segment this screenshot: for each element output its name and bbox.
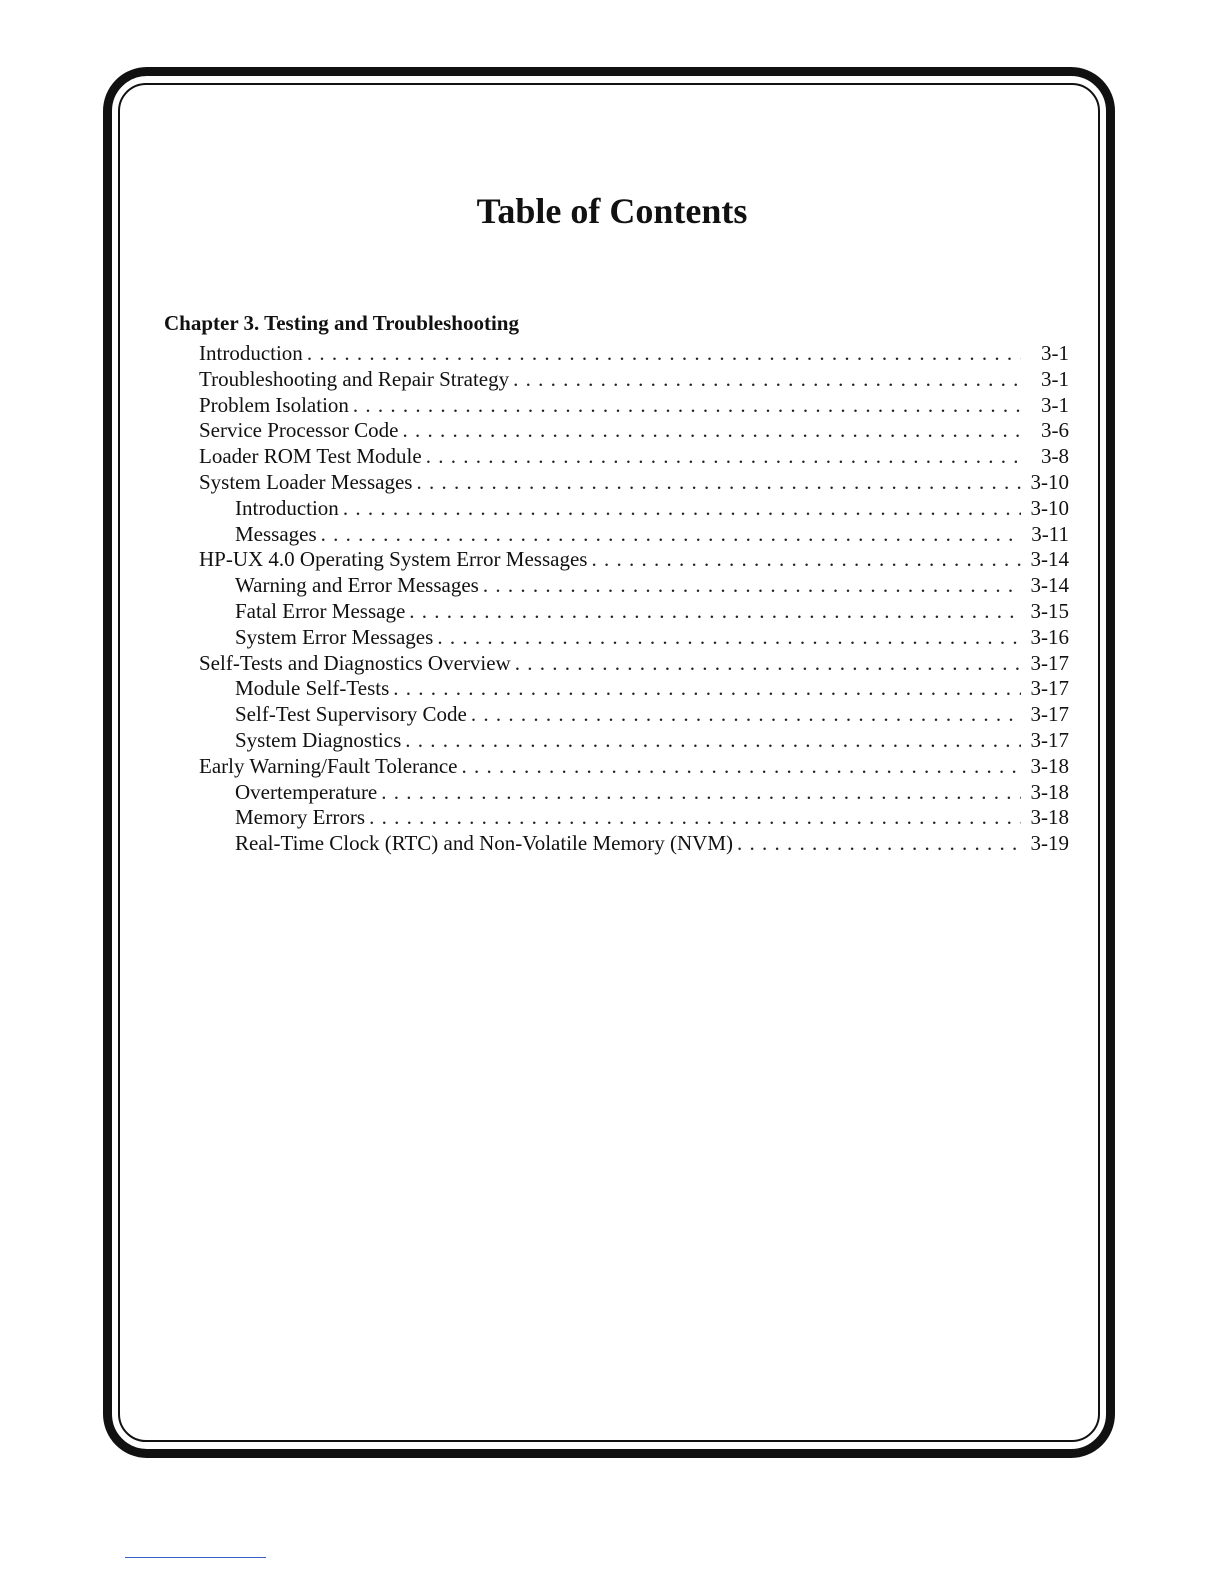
toc-entry[interactable] bbox=[199, 341, 1069, 367]
toc-entry-page-number: 3-14 bbox=[1030, 547, 1069, 572]
toc-entry-page-number: 3-1 bbox=[1041, 341, 1069, 365]
toc-entry-page-number: 3-10 bbox=[1030, 495, 1069, 520]
page-title: Table of Contents bbox=[476, 191, 748, 232]
toc-entry-label: Memory Errors bbox=[235, 805, 366, 830]
toc-dot-leader bbox=[737, 831, 1021, 857]
toc-dot-leader bbox=[471, 702, 1021, 728]
toc-entry[interactable] bbox=[199, 728, 1069, 754]
toc-entry-label: Early Warning/Fault Tolerance bbox=[199, 753, 458, 778]
toc-entry-label: Self-Test Supervisory Code bbox=[235, 702, 467, 727]
toc-dot-leader bbox=[591, 547, 1021, 573]
toc-dot-leader bbox=[513, 367, 1021, 393]
scan-edge-mark bbox=[125, 1557, 266, 1558]
toc-dot-leader bbox=[437, 625, 1021, 651]
toc-entry[interactable] bbox=[199, 470, 1069, 496]
toc-dot-leader bbox=[369, 805, 1021, 831]
toc-dot-leader bbox=[393, 676, 1021, 702]
toc-entry-label: Troubleshooting and Repair Strategy bbox=[199, 366, 510, 391]
chapter-heading: Chapter 3. Testing and Troubleshooting bbox=[164, 311, 519, 335]
toc-entry-page-number: 3-18 bbox=[1030, 805, 1069, 830]
toc-entry-label: HP-UX 4.0 Operating System Error Messages bbox=[199, 547, 588, 572]
toc-entry[interactable] bbox=[199, 651, 1069, 677]
toc-entry-page-number: 3-17 bbox=[1030, 702, 1069, 727]
toc-entry-page-number: 3-18 bbox=[1030, 779, 1069, 804]
toc-entry-page-number: 3-11 bbox=[1031, 521, 1069, 546]
toc-entry-label: Problem Isolation bbox=[199, 392, 349, 417]
toc-entry-label: Module Self-Tests bbox=[235, 676, 390, 701]
toc-entry[interactable] bbox=[199, 418, 1069, 444]
toc-entry-page-number: 3-16 bbox=[1030, 624, 1069, 649]
toc-entry[interactable] bbox=[199, 573, 1069, 599]
toc-entry[interactable] bbox=[199, 754, 1069, 780]
toc-entry-page-number: 3-6 bbox=[1041, 418, 1069, 443]
toc-entry-label: Real-Time Clock (RTC) and Non-Volatile Memory (NVM) bbox=[235, 831, 734, 856]
toc-entry[interactable] bbox=[199, 625, 1069, 651]
toc-dot-leader bbox=[343, 496, 1021, 522]
toc-dot-leader bbox=[307, 341, 1021, 367]
toc-entry-page-number: 3-14 bbox=[1030, 573, 1069, 598]
toc-entry[interactable] bbox=[199, 599, 1069, 625]
toc-entry-page-number: 3-18 bbox=[1030, 753, 1069, 778]
toc-entry-label: Loader ROM Test Module bbox=[199, 444, 422, 469]
toc-dot-leader bbox=[426, 444, 1021, 470]
toc-entry[interactable] bbox=[199, 831, 1069, 857]
toc-entry[interactable] bbox=[199, 805, 1069, 831]
toc-dot-leader bbox=[405, 728, 1021, 754]
toc-entry-label: Introduction bbox=[199, 341, 303, 365]
toc-entry[interactable] bbox=[199, 676, 1069, 702]
toc-entry-label: Warning and Error Messages bbox=[235, 573, 479, 598]
toc-entry[interactable] bbox=[199, 547, 1069, 573]
toc-entry-page-number: 3-8 bbox=[1041, 444, 1069, 469]
toc-dot-leader bbox=[461, 754, 1021, 780]
toc-entry-page-number: 3-17 bbox=[1030, 676, 1069, 701]
toc-entry-page-number: 3-19 bbox=[1030, 831, 1069, 856]
toc-entry-label: System Diagnostics bbox=[235, 727, 402, 752]
toc-dot-leader bbox=[381, 780, 1021, 806]
toc-entry[interactable] bbox=[199, 444, 1069, 470]
toc-entry-page-number: 3-10 bbox=[1030, 469, 1069, 494]
toc-entry-label: Self-Tests and Diagnostics Overview bbox=[199, 650, 511, 675]
toc-entry-page-number: 3-1 bbox=[1041, 392, 1069, 417]
toc-dot-leader bbox=[321, 522, 1021, 548]
toc-entry-page-number: 3-17 bbox=[1030, 650, 1069, 675]
toc-entry-page-number: 3-17 bbox=[1030, 727, 1069, 752]
toc-entry[interactable] bbox=[199, 393, 1069, 419]
toc-entry-label: System Loader Messages bbox=[199, 469, 413, 494]
toc-entry-page-number: 3-1 bbox=[1041, 366, 1069, 391]
toc-entry[interactable] bbox=[199, 522, 1069, 548]
toc-dot-leader bbox=[402, 418, 1021, 444]
toc-dot-leader bbox=[409, 599, 1021, 625]
toc-dot-leader bbox=[416, 470, 1021, 496]
toc-entry[interactable] bbox=[199, 702, 1069, 728]
toc-list bbox=[199, 341, 1069, 857]
toc-entry-label: System Error Messages bbox=[235, 624, 434, 649]
toc-entry-label: Messages bbox=[235, 521, 317, 546]
toc-entry[interactable] bbox=[199, 367, 1069, 393]
toc-entry-label: Fatal Error Message bbox=[235, 598, 406, 623]
toc-dot-leader bbox=[353, 393, 1021, 419]
toc-entry-label: Overtemperature bbox=[235, 779, 378, 804]
toc-dot-leader bbox=[483, 573, 1021, 599]
toc-entry-label: Service Processor Code bbox=[199, 418, 399, 443]
toc-dot-leader bbox=[515, 651, 1021, 677]
toc-entry-label: Introduction bbox=[235, 495, 339, 520]
toc-entry[interactable] bbox=[199, 780, 1069, 806]
toc-entry[interactable] bbox=[199, 496, 1069, 522]
toc-entry-page-number: 3-15 bbox=[1030, 598, 1069, 623]
